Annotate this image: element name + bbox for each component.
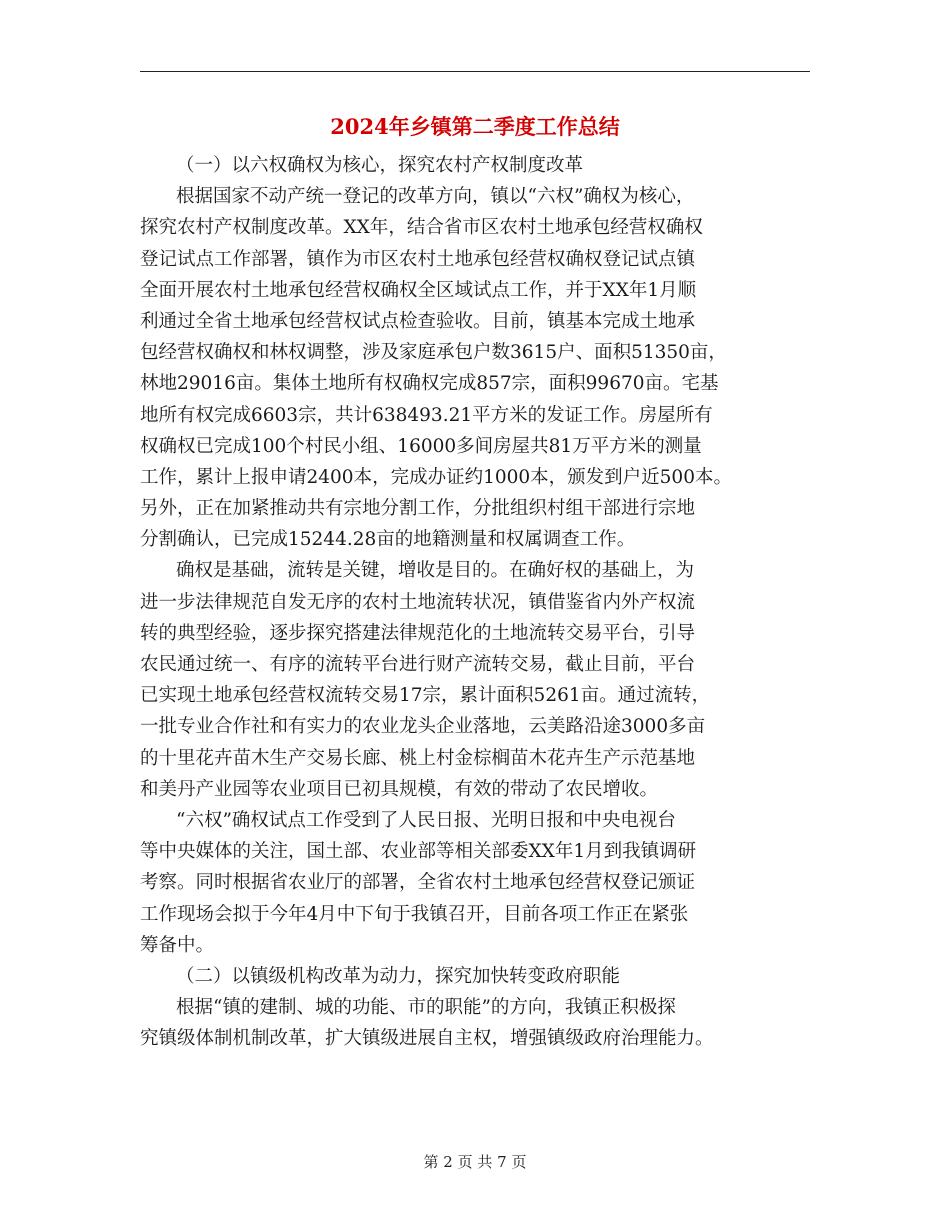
document-title: 2024年乡镇第二季度工作总结 — [330, 114, 620, 139]
document-body — [140, 150, 812, 1054]
paragraph-line: 进一步法律规范自发无序的农村土地流转状况，镇借鉴省内外产权流 — [140, 591, 696, 613]
paragraph-line: 转的典型经验，逐步探究搭建法律规范化的土地流转交易平台，引导 — [140, 622, 696, 644]
paragraph-line: 包经营权确权和林权调整，涉及家庭承包户数3615户、面积51350亩， — [140, 342, 727, 364]
paragraph-line: 筹备中。 — [140, 934, 215, 956]
paragraph-line: 权确权已完成100个村民小组、16000多间房屋共81万平方米的测量 — [140, 435, 702, 457]
paragraph-line: 全面开展农村土地承包经营权确权全区域试点工作，并于XX年1月顺 — [140, 279, 697, 301]
paragraph-line: 究镇级体制机制改革，扩大镇级进展自主权，增强镇级政府治理能力。 — [140, 1028, 714, 1050]
paragraph-line: 考察。同时根据省农业厅的部署，全省农村土地承包经营权登记颁证 — [140, 872, 696, 894]
paragraph-line: 工作，累计上报申请2400本，完成办证约1000本，颁发到户近500本。 — [140, 466, 732, 488]
paragraph-line: 工作现场会拟于今年4月中下旬于我镇召开，目前各项工作正在紧张 — [140, 903, 689, 925]
paragraph-line: 地所有权完成6603宗，共计638493.21平方米的发证工作。房屋所有 — [140, 404, 713, 426]
paragraph-line: 根据国家不动产统一登记的改革方向，镇以“六权”确权为核心， — [176, 186, 695, 208]
header-rule — [140, 71, 810, 72]
paragraph-line: 确权是基础，流转是关键，增收是目的。在确好权的基础上，为 — [176, 560, 695, 582]
paragraph-line: 已实现土地承包经营权流转交易17宗，累计面积5261亩。通过流转， — [140, 685, 711, 707]
paragraph-line: 根据“镇的建制、城的功能、市的职能”的方向，我镇正积极探 — [176, 997, 676, 1019]
page-footer: 第 2 页 共 7 页 — [423, 1153, 527, 1171]
section-heading-1: （一）以六权确权为核心，探究农村产权制度改革 — [176, 155, 584, 176]
paragraph-line: 另外，正在加紧推动共有宗地分割工作，分批组织村组干部进行宗地 — [140, 498, 696, 520]
paragraph-line: 等中央媒体的关注，国土部、农业部等相关部委XX年1月到我镇调研 — [140, 841, 697, 863]
paragraph-line: 的十里花卉苗木生产交易长廊、桃上村金棕榈苗木花卉生产示范基地 — [140, 747, 696, 769]
paragraph-line: 利通过全省土地承包经营权试点检查验收。目前，镇基本完成土地承 — [140, 310, 696, 332]
paragraph-line: 农民通过统一、有序的流转平台进行财产流转交易，截止目前，平台 — [140, 654, 696, 675]
paragraph-line: 和美丹产业园等农业项目已初具规模，有效的带动了农民增收。 — [140, 778, 659, 800]
paragraph-line: 一批专业合作社和有实力的农业龙头企业落地，云美路沿途3000多亩 — [140, 716, 706, 738]
paragraph-line: “六权”确权试点工作受到了人民日报、光明日报和中央电视台 — [176, 809, 676, 831]
paragraph-line: 探究农村产权制度改革。XX年，结合省市区农村土地承包经营权确权 — [140, 217, 703, 239]
paragraph-line: 林地29016亩。集体土地所有权确权完成857宗，面积99670亩。宅基 — [140, 373, 719, 395]
section-heading-2: （二）以镇级机构改革为动力，探究加快转变政府职能 — [176, 965, 621, 987]
paragraph-line: 登记试点工作部署，镇作为市区农村土地承包经营权确权登记试点镇 — [140, 248, 696, 270]
paragraph-line: 分割确认，已完成15244.28亩的地籍测量和权属调查工作。 — [140, 529, 636, 551]
